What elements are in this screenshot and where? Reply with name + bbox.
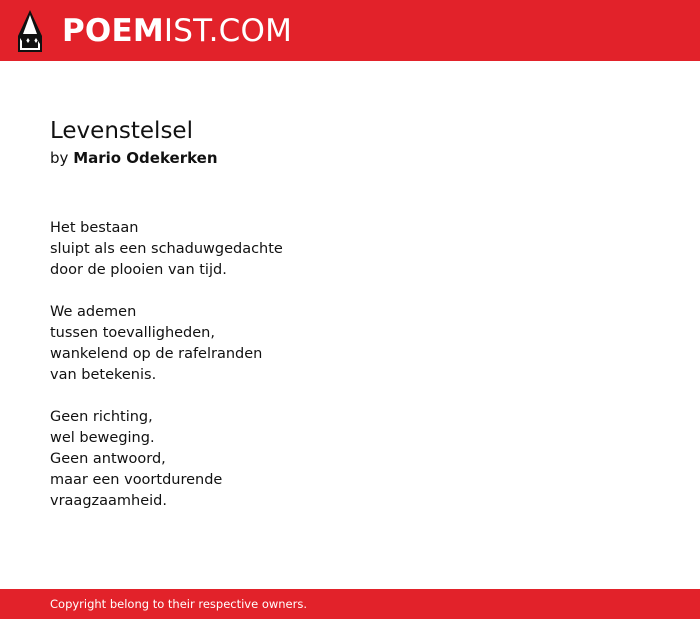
poem-line: wankelend op de rafelranden [50,346,263,362]
poem-byline [50,148,650,168]
poem-line: door de plooien van tijd. [50,262,227,278]
poem-line: Het bestaan [50,220,139,236]
logo-light-text: IST.COM [163,13,293,49]
poem-title: Levenstelsel [50,118,193,144]
copyright-notice: Copyright belong to their respective owners. [50,597,308,611]
poem-line: van betekenis. [50,367,157,383]
poem-line: wel beweging. [50,430,155,446]
poem-line: sluipt als een schaduwgedachte [50,241,283,257]
site-header [0,0,700,61]
author-name[interactable]: Mario Odekerken [73,149,218,167]
poem-line: We ademen [50,304,137,320]
poem-line: vraagzaamheid. [50,493,167,509]
logo-bold-text: POEM [62,13,164,49]
poem-article [50,117,650,533]
poem-body [50,218,650,512]
site-footer [0,589,700,619]
stanza [50,407,650,512]
by-label: by [50,149,69,167]
poem-line: Geen antwoord, [50,451,166,467]
poem-line: Geen richting, [50,409,153,425]
poem-line: tussen toevalligheden, [50,325,215,341]
poem-line: maar een voortdurende [50,472,223,488]
stanza [50,218,650,281]
site-logo[interactable] [62,13,292,49]
stanza [50,302,650,386]
pencil-tip-icon[interactable] [18,10,42,52]
